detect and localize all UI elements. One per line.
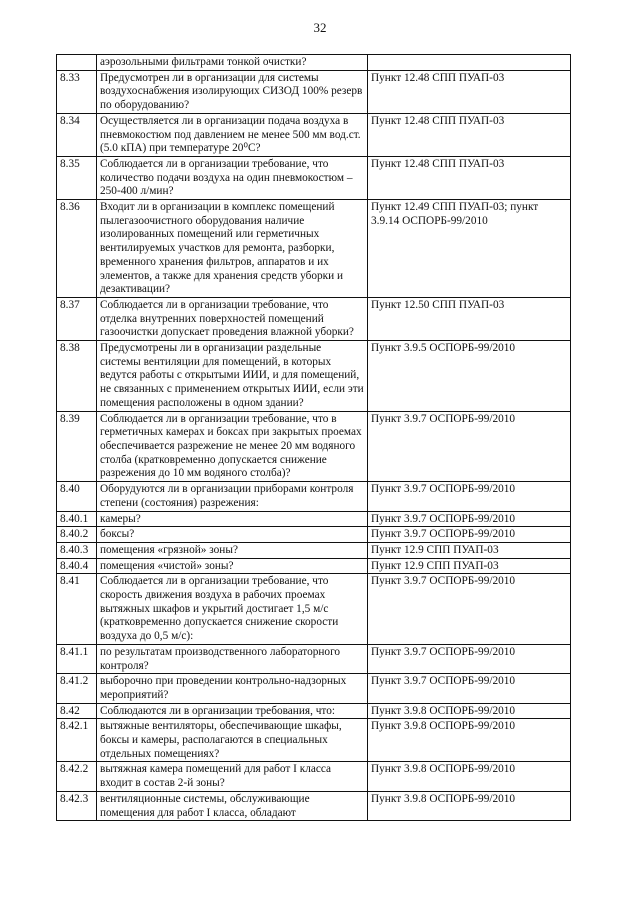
table-row <box>57 574 571 645</box>
row-number: 8.41.1 <box>57 644 97 673</box>
row-requirement: Предусмотрены ли в организации раздельные системы вентиляции для помещений, в которых ведутся работы с открытыми ИИИ, и для помещений, не связанных с применением открытых ИИИ, если эти помещения расположены в одном здании? <box>97 341 368 412</box>
row-reference: Пункт 3.9.7 ОСПОРБ-99/2010 <box>368 511 571 527</box>
row-reference: Пункт 3.9.7 ОСПОРБ-99/2010 <box>368 644 571 673</box>
row-number: 8.34 <box>57 113 97 156</box>
row-reference: Пункт 12.48 СПП ПУАП-03 <box>368 156 571 199</box>
table-row <box>57 70 571 113</box>
row-number: 8.38 <box>57 341 97 412</box>
table-row <box>57 542 571 558</box>
row-number: 8.42.1 <box>57 719 97 762</box>
row-reference: Пункт 3.9.8 ОСПОРБ-99/2010 <box>368 791 571 820</box>
row-requirement: вытяжные вентиляторы, обеспечивающие шкафы, боксы и камеры, располагаются в специальных отдельных помещениях? <box>97 719 368 762</box>
row-number: 8.40 <box>57 482 97 511</box>
row-requirement: Осуществляется ли в организации подача воздуха в пневмокостюм под давлением не менее 500 мм вод.ст. (5.0 кПА) при температуре 20⁰С? <box>97 113 368 156</box>
row-requirement: выборочно при проведении контрольно-надзорных мероприятий? <box>97 674 368 703</box>
row-reference: Пункт 3.9.7 ОСПОРБ-99/2010 <box>368 574 571 645</box>
row-reference: Пункт 3.9.8 ОСПОРБ-99/2010 <box>368 762 571 791</box>
row-number: 8.41 <box>57 574 97 645</box>
row-number: 8.42.2 <box>57 762 97 791</box>
row-reference: Пункт 12.9 СПП ПУАП-03 <box>368 542 571 558</box>
row-requirement: вентиляционные системы, обслуживающие помещения для работ I класса, обладают <box>97 791 368 820</box>
table-row <box>57 411 571 482</box>
row-number: 8.35 <box>57 156 97 199</box>
row-reference: Пункт 3.9.7 ОСПОРБ-99/2010 <box>368 411 571 482</box>
row-requirement: Соблюдается ли в организации требование, что отделка внутренних поверхностей помещений газоочистки допускает проведения влажной уборки? <box>97 297 368 340</box>
row-requirement: Соблюдается ли в организации требование, что в герметичных камерах и боксах при закрытых проемах обеспечивается разрежение не менее 20 мм водяного столба (кратковременно допускается снижение разрежения до 10 мм водяного столба)? <box>97 411 368 482</box>
row-requirement: вытяжная камера помещений для работ I класса входит в состав 2-й зоны? <box>97 762 368 791</box>
row-reference: Пункт 12.48 СПП ПУАП-03 <box>368 113 571 156</box>
row-requirement: Входит ли в организации в комплекс помещений пылегазоочистного оборудования наличие изолированных помещений или герметичных вентилируемых участков для ремонта, разборки, временного хранения фильтров, аппаратов и их элементов, а также для хранения средств уборки и дезактивации? <box>97 200 368 298</box>
table-row <box>57 297 571 340</box>
row-number: 8.40.3 <box>57 542 97 558</box>
row-requirement: Соблюдается ли в организации требование, что количество подачи воздуха на один пневмокостюм – 250-400 л/мин? <box>97 156 368 199</box>
row-requirement: по результатам производственного лабораторного контроля? <box>97 644 368 673</box>
row-reference: Пункт 12.48 СПП ПУАП-03 <box>368 70 571 113</box>
row-number: 8.42.3 <box>57 791 97 820</box>
row-reference <box>368 55 571 71</box>
table-row <box>57 511 571 527</box>
row-number: 8.36 <box>57 200 97 298</box>
row-number <box>57 55 97 71</box>
table-row <box>57 482 571 511</box>
row-number: 8.39 <box>57 411 97 482</box>
row-reference: Пункт 12.49 СПП ПУАП-03; пункт 3.9.14 ОСПОРБ-99/2010 <box>368 200 571 298</box>
row-number: 8.40.2 <box>57 527 97 543</box>
row-number: 8.41.2 <box>57 674 97 703</box>
row-requirement: Соблюдается ли в организации требование, что скорость движения воздуха в рабочих проемах вытяжных шкафов и укрытий достигает 1,5 м/с (кратковременно допускается снижение скорости воздуха до 0,5 м/с): <box>97 574 368 645</box>
row-number: 8.40.4 <box>57 558 97 574</box>
row-number: 8.37 <box>57 297 97 340</box>
row-reference: Пункт 3.9.8 ОСПОРБ-99/2010 <box>368 703 571 719</box>
row-requirement: помещения «чистой» зоны? <box>97 558 368 574</box>
row-reference: Пункт 3.9.8 ОСПОРБ-99/2010 <box>368 719 571 762</box>
row-requirement: боксы? <box>97 527 368 543</box>
page-number: 32 <box>313 20 327 35</box>
table-row <box>57 156 571 199</box>
row-requirement: Соблюдаются ли в организации требования, что: <box>97 703 368 719</box>
table-row <box>57 674 571 703</box>
row-reference: Пункт 3.9.7 ОСПОРБ-99/2010 <box>368 674 571 703</box>
row-reference: Пункт 12.50 СПП ПУАП-03 <box>368 297 571 340</box>
row-number: 8.33 <box>57 70 97 113</box>
checklist-table-body <box>57 55 571 821</box>
table-row <box>57 703 571 719</box>
row-reference: Пункт 12.9 СПП ПУАП-03 <box>368 558 571 574</box>
table-row <box>57 762 571 791</box>
table-row <box>57 719 571 762</box>
row-reference: Пункт 3.9.7 ОСПОРБ-99/2010 <box>368 482 571 511</box>
table-row <box>57 55 571 71</box>
table-row <box>57 527 571 543</box>
checklist-table <box>56 54 571 821</box>
row-requirement: камеры? <box>97 511 368 527</box>
row-requirement: Предусмотрен ли в организации для системы воздухоснабжения изолирующих СИЗОД 100% резерв по оборудованию? <box>97 70 368 113</box>
table-row <box>57 558 571 574</box>
row-requirement: помещения «грязной» зоны? <box>97 542 368 558</box>
table-row <box>57 200 571 298</box>
table-row <box>57 791 571 820</box>
table-row <box>57 113 571 156</box>
row-number: 8.42 <box>57 703 97 719</box>
row-reference: Пункт 3.9.7 ОСПОРБ-99/2010 <box>368 527 571 543</box>
table-row <box>57 341 571 412</box>
row-number: 8.40.1 <box>57 511 97 527</box>
table-row <box>57 644 571 673</box>
row-requirement: аэрозольными фильтрами тонкой очистки? <box>97 55 368 71</box>
row-requirement: Оборудуются ли в организации приборами контроля степени (состояния) разрежения: <box>97 482 368 511</box>
row-reference: Пункт 3.9.5 ОСПОРБ-99/2010 <box>368 341 571 412</box>
